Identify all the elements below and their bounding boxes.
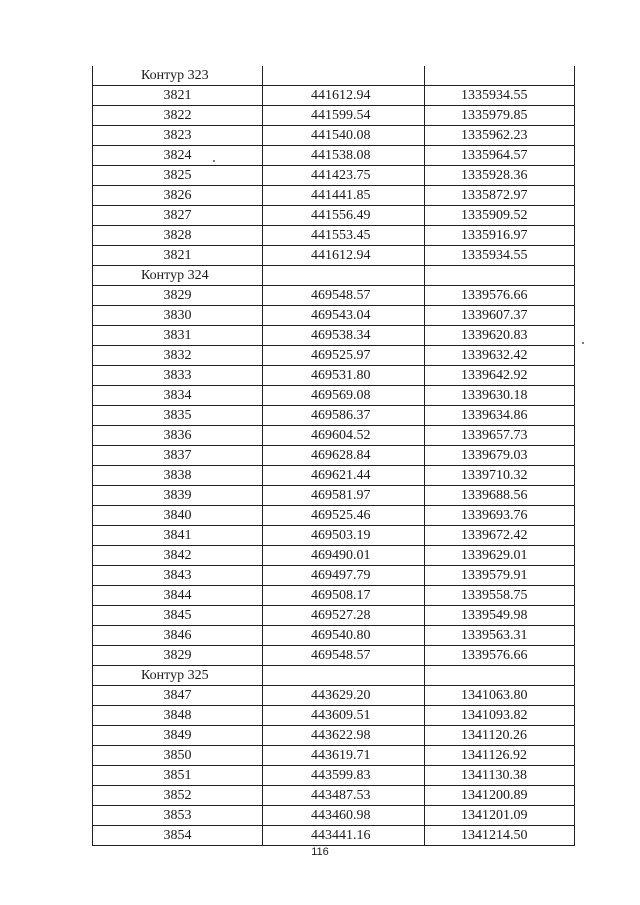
y-coordinate: 1335934.55 — [425, 86, 575, 106]
point-number: 3827 — [93, 206, 263, 226]
x-coordinate: 469525.46 — [263, 506, 425, 526]
x-coordinate: 469538.34 — [263, 326, 425, 346]
x-coordinate: 441612.94 — [263, 86, 425, 106]
x-coordinate: 469569.08 — [263, 386, 425, 406]
y-coordinate: 1335909.52 — [425, 206, 575, 226]
y-coordinate: 1339632.42 — [425, 346, 575, 366]
empty-cell — [263, 66, 425, 86]
table-row — [93, 106, 575, 126]
table-row — [93, 746, 575, 766]
y-coordinate: 1335962.23 — [425, 126, 575, 146]
y-coordinate: 1341130.38 — [425, 766, 575, 786]
y-coordinate: 1339629.01 — [425, 546, 575, 566]
table-row — [93, 806, 575, 826]
point-number: 3843 — [93, 566, 263, 586]
x-coordinate: 443487.53 — [263, 786, 425, 806]
point-number: 3850 — [93, 746, 263, 766]
x-coordinate: 443619.71 — [263, 746, 425, 766]
x-coordinate: 469540.80 — [263, 626, 425, 646]
table-row — [93, 206, 575, 226]
contour-title: Контур 325 — [93, 666, 263, 686]
y-coordinate: 1339576.66 — [425, 646, 575, 666]
y-coordinate: 1339630.18 — [425, 386, 575, 406]
point-number: 3854 — [93, 826, 263, 846]
point-number: 3836 — [93, 426, 263, 446]
x-coordinate: 441599.54 — [263, 106, 425, 126]
point-number: 3832 — [93, 346, 263, 366]
x-coordinate: 469508.17 — [263, 586, 425, 606]
x-coordinate: 469548.57 — [263, 286, 425, 306]
point-number: 3837 — [93, 446, 263, 466]
x-coordinate: 441612.94 — [263, 246, 425, 266]
point-number: 3839 — [93, 486, 263, 506]
x-coordinate: 441556.49 — [263, 206, 425, 226]
contour-title: Контур 323 — [93, 66, 263, 86]
point-number: 3841 — [93, 526, 263, 546]
table-row — [93, 566, 575, 586]
point-number: 3833 — [93, 366, 263, 386]
point-number: 3835 — [93, 406, 263, 426]
y-coordinate: 1339657.73 — [425, 426, 575, 446]
y-coordinate: 1341214.50 — [425, 826, 575, 846]
table-row — [93, 786, 575, 806]
table-row — [93, 426, 575, 446]
y-coordinate: 1339634.86 — [425, 406, 575, 426]
y-coordinate: 1335916.97 — [425, 226, 575, 246]
table-row — [93, 686, 575, 706]
x-coordinate: 469548.57 — [263, 646, 425, 666]
point-number: 3824 — [93, 146, 263, 166]
table-row — [93, 446, 575, 466]
y-coordinate: 1339710.32 — [425, 466, 575, 486]
x-coordinate: 469586.37 — [263, 406, 425, 426]
table-row — [93, 226, 575, 246]
point-number: 3823 — [93, 126, 263, 146]
x-coordinate: 443609.51 — [263, 706, 425, 726]
x-coordinate: 443460.98 — [263, 806, 425, 826]
table-row — [93, 546, 575, 566]
contour-header-row — [93, 666, 575, 686]
table-row — [93, 526, 575, 546]
table-row — [93, 466, 575, 486]
point-number: 3847 — [93, 686, 263, 706]
point-number: 3846 — [93, 626, 263, 646]
y-coordinate: 1339620.83 — [425, 326, 575, 346]
y-coordinate: 1335979.85 — [425, 106, 575, 126]
table-row — [93, 506, 575, 526]
y-coordinate: 1339672.42 — [425, 526, 575, 546]
scan-speck — [213, 160, 215, 162]
table-row — [93, 646, 575, 666]
table-row — [93, 606, 575, 626]
point-number: 3853 — [93, 806, 263, 826]
table-row — [93, 166, 575, 186]
point-number: 3829 — [93, 646, 263, 666]
table-row — [93, 386, 575, 406]
x-coordinate: 443599.83 — [263, 766, 425, 786]
y-coordinate: 1341093.82 — [425, 706, 575, 726]
y-coordinate: 1339576.66 — [425, 286, 575, 306]
table-row — [93, 366, 575, 386]
y-coordinate: 1335964.57 — [425, 146, 575, 166]
point-number: 3844 — [93, 586, 263, 606]
x-coordinate: 443629.20 — [263, 686, 425, 706]
table-row — [93, 586, 575, 606]
x-coordinate: 443441.16 — [263, 826, 425, 846]
scan-speck — [582, 342, 584, 344]
coordinates-table-body — [93, 66, 575, 846]
x-coordinate: 469604.52 — [263, 426, 425, 446]
point-number: 3838 — [93, 466, 263, 486]
x-coordinate: 441540.08 — [263, 126, 425, 146]
x-coordinate: 469525.97 — [263, 346, 425, 366]
y-coordinate: 1339563.31 — [425, 626, 575, 646]
x-coordinate: 469543.04 — [263, 306, 425, 326]
point-number: 3826 — [93, 186, 263, 206]
table-row — [93, 146, 575, 166]
point-number: 3831 — [93, 326, 263, 346]
point-number: 3825 — [93, 166, 263, 186]
page-number: 116 — [311, 846, 329, 858]
x-coordinate: 469490.01 — [263, 546, 425, 566]
x-coordinate: 469531.80 — [263, 366, 425, 386]
x-coordinate: 469503.19 — [263, 526, 425, 546]
empty-cell — [425, 266, 575, 286]
empty-cell — [425, 66, 575, 86]
contour-header-row — [93, 66, 575, 86]
y-coordinate: 1341126.92 — [425, 746, 575, 766]
y-coordinate: 1339688.56 — [425, 486, 575, 506]
contour-title: Контур 324 — [93, 266, 263, 286]
point-number: 3828 — [93, 226, 263, 246]
table-row — [93, 86, 575, 106]
y-coordinate: 1339579.91 — [425, 566, 575, 586]
x-coordinate: 469581.97 — [263, 486, 425, 506]
y-coordinate: 1335928.36 — [425, 166, 575, 186]
y-coordinate: 1339607.37 — [425, 306, 575, 326]
y-coordinate: 1335934.55 — [425, 246, 575, 266]
x-coordinate: 441441.85 — [263, 186, 425, 206]
y-coordinate: 1339679.03 — [425, 446, 575, 466]
point-number: 3840 — [93, 506, 263, 526]
y-coordinate: 1339558.75 — [425, 586, 575, 606]
x-coordinate: 443622.98 — [263, 726, 425, 746]
point-number: 3829 — [93, 286, 263, 306]
table-row — [93, 486, 575, 506]
empty-cell — [263, 266, 425, 286]
y-coordinate: 1335872.97 — [425, 186, 575, 206]
point-number: 3845 — [93, 606, 263, 626]
point-number: 3852 — [93, 786, 263, 806]
table-row — [93, 826, 575, 846]
x-coordinate: 469497.79 — [263, 566, 425, 586]
table-row — [93, 626, 575, 646]
x-coordinate: 441423.75 — [263, 166, 425, 186]
x-coordinate: 469527.28 — [263, 606, 425, 626]
coordinates-table — [92, 66, 575, 846]
point-number: 3834 — [93, 386, 263, 406]
point-number: 3848 — [93, 706, 263, 726]
point-number: 3821 — [93, 86, 263, 106]
point-number: 3842 — [93, 546, 263, 566]
empty-cell — [263, 666, 425, 686]
y-coordinate: 1341063.80 — [425, 686, 575, 706]
x-coordinate: 441553.45 — [263, 226, 425, 246]
empty-cell — [425, 666, 575, 686]
point-number: 3849 — [93, 726, 263, 746]
table-row — [93, 406, 575, 426]
y-coordinate: 1339693.76 — [425, 506, 575, 526]
x-coordinate: 469621.44 — [263, 466, 425, 486]
table-row — [93, 766, 575, 786]
y-coordinate: 1341200.89 — [425, 786, 575, 806]
point-number: 3822 — [93, 106, 263, 126]
y-coordinate: 1339549.98 — [425, 606, 575, 626]
y-coordinate: 1341120.26 — [425, 726, 575, 746]
table-row — [93, 726, 575, 746]
table-row — [93, 346, 575, 366]
table-row — [93, 186, 575, 206]
table-row — [93, 246, 575, 266]
table-row — [93, 286, 575, 306]
table-row — [93, 706, 575, 726]
x-coordinate: 469628.84 — [263, 446, 425, 466]
table-row — [93, 306, 575, 326]
table-row — [93, 326, 575, 346]
point-number: 3830 — [93, 306, 263, 326]
point-number: 3821 — [93, 246, 263, 266]
point-number: 3851 — [93, 766, 263, 786]
contour-header-row — [93, 266, 575, 286]
x-coordinate: 441538.08 — [263, 146, 425, 166]
y-coordinate: 1339642.92 — [425, 366, 575, 386]
y-coordinate: 1341201.09 — [425, 806, 575, 826]
table-row — [93, 126, 575, 146]
